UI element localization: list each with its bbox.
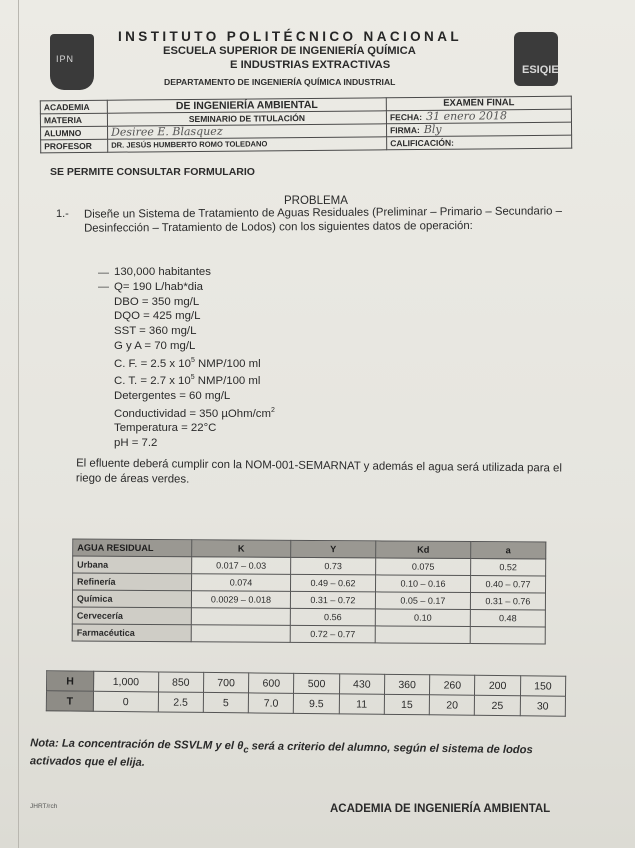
table-cell: 0.48 xyxy=(470,609,545,626)
firma-label: FIRMA: xyxy=(390,125,420,136)
table-cell: 0.52 xyxy=(471,558,546,575)
esiqie-logo-text: ESIQIE xyxy=(522,64,559,76)
table-cell: 0.31 – 0.76 xyxy=(470,592,545,609)
footer-academy: ACADEMIA DE INGENIERÍA AMBIENTAL xyxy=(330,803,551,815)
param-gya: G y A = 70 mg/L xyxy=(114,339,196,352)
table-cell: 0.10 xyxy=(375,609,470,627)
table-cell: 0.074 xyxy=(192,574,291,592)
note-sub: c xyxy=(243,744,249,755)
param-habitantes: 130,000 habitantes xyxy=(114,266,211,278)
exam-info-table xyxy=(40,96,572,154)
problem-statement: Diseñe un Sistema de Tratamiento de Aguas Residuales (Preliminar – Primario – Secundario – Desinfección – Tratamiento de Lodos) con los siguientes datos de operación: xyxy=(83,205,563,235)
h-cell: 700 xyxy=(203,672,248,692)
t-cell: 30 xyxy=(520,696,566,716)
alumno-value: Desiree E. Blasquez xyxy=(108,124,387,139)
materia-value: SEMINARIO DE TITULACIÓN xyxy=(107,111,386,126)
note-text-a: La concentración de SSVLM y el θ xyxy=(58,737,244,753)
pen-dash-1: — xyxy=(98,267,109,279)
firma-value: Bly xyxy=(423,122,442,136)
ipn-logo xyxy=(50,34,94,90)
permission-note: SE PERMITE CONSULTAR FORMULARIO xyxy=(50,166,255,178)
param-ct xyxy=(114,371,275,389)
param-conductividad xyxy=(114,404,275,422)
t-cell: 15 xyxy=(384,694,429,714)
effluent-requirement: El efluente deberá cumplir con la NOM-001-SEMARNAT y además el agua será utilizada para el riego de áreas verdes. xyxy=(75,457,562,486)
table-cell: 0.40 – 0.77 xyxy=(470,575,545,592)
h-cell: 600 xyxy=(249,673,294,693)
cond-base: Conductividad = 350 µOhm/cm xyxy=(114,407,271,420)
table-cell: 0.72 – 0.77 xyxy=(290,625,375,643)
row-label: Urbana xyxy=(73,556,192,574)
table-cell: 0.56 xyxy=(290,608,375,626)
water-kinetics-table xyxy=(72,539,547,645)
param-ph: pH = 7.2 xyxy=(114,437,158,450)
param-cf xyxy=(114,354,275,372)
h-cell: 430 xyxy=(339,674,384,694)
esiqie-logo xyxy=(514,32,558,86)
school-line-2: E INDUSTRIAS EXTRACTIVAS xyxy=(230,59,391,71)
t-cell: 5 xyxy=(203,692,248,712)
operation-data-list xyxy=(114,265,275,451)
param-detergentes: Detergentes = 60 mg/L xyxy=(114,389,231,402)
t-cell: 11 xyxy=(339,694,384,714)
t-label: T xyxy=(46,691,93,711)
param-caudal: Q= 190 L/hab*dia xyxy=(114,280,203,293)
col-header: Y xyxy=(291,540,376,558)
pen-dash-2: — xyxy=(98,281,109,293)
param-dqo: DQO = 425 mg/L xyxy=(114,310,201,323)
table-cell: 0.10 – 0.16 xyxy=(375,575,470,593)
t-cell: 0 xyxy=(93,691,158,712)
t-row xyxy=(46,691,565,716)
page-edge xyxy=(18,0,19,848)
table-cell: 0.49 – 0.62 xyxy=(291,574,376,592)
table-cell: 0.075 xyxy=(376,558,471,576)
cf-unit: NMP/100 ml xyxy=(194,357,261,370)
cond-exp: 2 xyxy=(270,406,275,414)
problem-title: PROBLEMA xyxy=(284,195,348,207)
profesor-label: PROFESOR xyxy=(41,139,108,153)
profesor-value: DR. JESÚS HUMBERTO ROMO TOLEDANO xyxy=(108,137,387,152)
table-cell: 0.73 xyxy=(291,557,376,575)
col-header: Kd xyxy=(376,541,471,559)
table-cell: 0.05 – 0.17 xyxy=(375,592,470,610)
ct-exp: 5 xyxy=(190,374,195,382)
table-row xyxy=(72,624,545,644)
note-prefix: Nota: xyxy=(30,737,59,750)
h-cell: 260 xyxy=(430,675,475,695)
alumno-label: ALUMNO xyxy=(41,126,108,140)
param-sst: SST = 360 mg/L xyxy=(114,325,197,338)
academia-value: DE INGENIERÍA AMBIENTAL xyxy=(107,98,386,113)
ipn-logo-text: IPN xyxy=(56,54,75,64)
param-dbo: DBO = 350 mg/L xyxy=(114,295,200,308)
department-title: DEPARTAMENTO DE INGENIERÍA QUÍMICA INDUSTRIAL xyxy=(164,77,396,87)
fecha-value: 31 enero 2018 xyxy=(425,109,508,123)
h-cell: 850 xyxy=(158,672,203,692)
ct-unit: NMP/100 ml xyxy=(194,375,261,388)
table-cell xyxy=(191,608,290,626)
ct-base: C. T. = 2.7 x 10 xyxy=(114,375,191,388)
h-label: H xyxy=(47,671,94,691)
row-label: Refinería xyxy=(73,573,192,591)
table-cell: 0.0029 – 0.018 xyxy=(191,591,290,609)
table-cell: 0.017 – 0.03 xyxy=(192,557,291,575)
h-cell: 200 xyxy=(475,675,520,695)
table-cell xyxy=(470,626,545,643)
t-cell: 25 xyxy=(475,695,520,715)
t-cell: 7.0 xyxy=(248,693,293,713)
exam-type: EXAMEN FINAL xyxy=(386,96,571,111)
row-label: Química xyxy=(72,590,191,608)
table-cell: 0.31 – 0.72 xyxy=(290,591,375,609)
institute-title: INSTITUTO POLITÉCNICO NACIONAL xyxy=(118,29,462,44)
param-temperatura: Temperatura = 22°C xyxy=(114,422,217,435)
table-cell xyxy=(375,626,470,644)
col-header: AGUA RESIDUAL xyxy=(73,539,192,557)
note-text-b: será a criterio del alumno, según el sistema de lodos activados que el elija. xyxy=(29,740,533,770)
h-cell: 150 xyxy=(520,676,566,696)
row-label: Farmacéutica xyxy=(72,624,191,642)
col-header: a xyxy=(471,541,546,558)
problem-number: 1.- xyxy=(56,208,69,220)
t-cell: 9.5 xyxy=(294,693,339,713)
author-initials: JHRT/rch xyxy=(30,803,58,810)
h-cell: 1,000 xyxy=(94,671,159,692)
col-header: K xyxy=(192,540,291,558)
table-cell xyxy=(191,625,290,643)
t-cell: 2.5 xyxy=(158,692,203,712)
cf-base: C. F. = 2.5 x 10 xyxy=(114,357,191,370)
h-cell: 500 xyxy=(294,673,339,693)
fecha-label: FECHA: xyxy=(389,111,423,123)
footnote xyxy=(30,736,570,777)
row-label: Cervecería xyxy=(72,607,191,625)
materia-label: MATERIA xyxy=(40,113,107,127)
calificacion-label: CALIFICACIÓN: xyxy=(387,135,572,150)
h-cell: 360 xyxy=(384,674,429,694)
school-line-1: ESCUELA SUPERIOR DE INGENIERÍA QUÍMICA xyxy=(163,45,416,57)
academia-label: ACADEMIA xyxy=(40,100,107,114)
cf-exp: 5 xyxy=(190,356,195,364)
h-t-table xyxy=(46,670,566,716)
t-cell: 20 xyxy=(429,695,474,715)
